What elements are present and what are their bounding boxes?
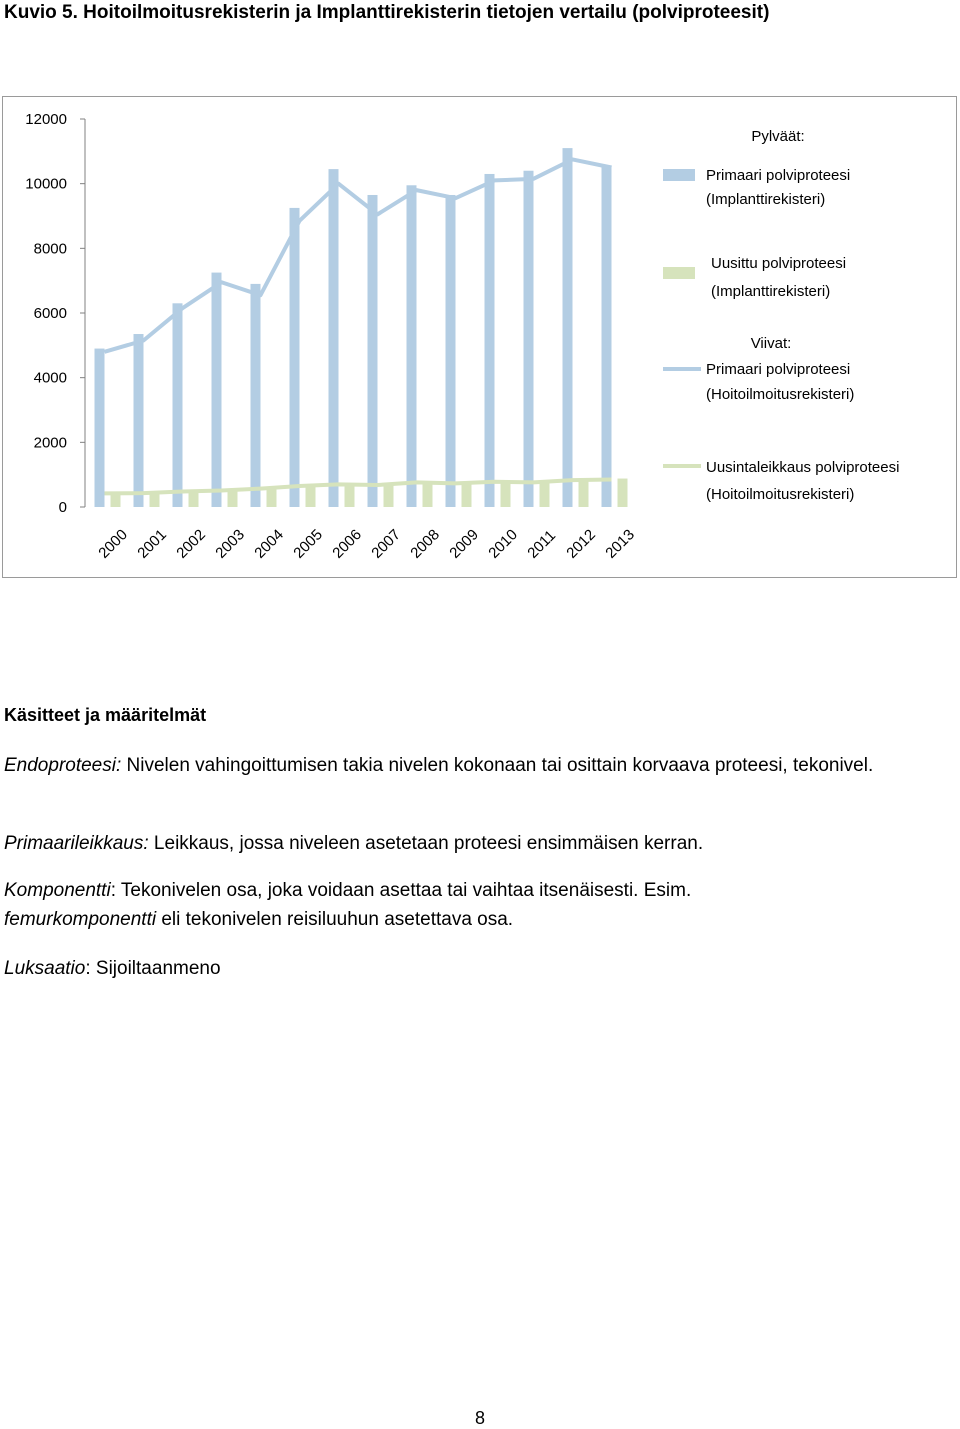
bar-revision-implant — [384, 484, 394, 507]
definition-primaarileikkaus — [4, 829, 944, 858]
legend-swatch-primary-implant — [663, 169, 695, 181]
bar-primary-implant — [251, 284, 261, 507]
y-tick-label: 12000 — [25, 111, 67, 128]
x-tick-label: 2004 — [251, 526, 287, 562]
legend-label-revision-implant-2: (Implanttirekisteri) — [711, 283, 831, 300]
text-komponentti: : Tekonivelen osa, joka voidaan asettaa tai vaihtaa itsenäisesti. Esim. — [110, 880, 692, 901]
bar-primary-implant — [212, 273, 222, 507]
definition-luksaatio — [4, 954, 944, 983]
x-tick-label: 2006 — [329, 526, 365, 562]
bar-primary-implant — [173, 303, 183, 507]
chart-svg — [3, 97, 958, 579]
x-tick-label: 2011 — [524, 526, 560, 562]
bar-revision-implant — [618, 479, 628, 507]
figure-title: Kuvio 5. Hoitoilmoitusrekisterin ja Implanttirekisterin tietojen vertailu (polviproteesit) — [4, 2, 770, 23]
legend-label-primary-hilmo-1: Primaari polviproteesi — [706, 361, 851, 378]
bar-revision-implant — [579, 479, 589, 507]
legend-label-primary-implant-1: Primaari polviproteesi — [706, 167, 851, 184]
y-tick-label: 0 — [58, 499, 67, 516]
bar-revision-implant — [306, 485, 316, 507]
x-tick-label: 2009 — [446, 526, 482, 562]
term-primaarileikkaus: Primaarileikkaus: — [4, 833, 149, 854]
chart-container — [2, 96, 957, 578]
page-number: 8 — [474, 1408, 485, 1428]
x-tick-label: 2010 — [485, 526, 521, 562]
x-tick-label: 2003 — [212, 526, 248, 562]
bar-primary-implant — [368, 195, 378, 507]
bar-primary-implant — [485, 174, 495, 507]
section-title: Käsitteet ja määritelmät — [4, 705, 207, 725]
legend-label-revision-hilmo-2: (Hoitoilmoitusrekisteri) — [706, 486, 855, 503]
definition-endoproteesi — [4, 751, 944, 780]
bar-primary-implant — [563, 148, 573, 507]
x-tick-label: 2013 — [602, 526, 638, 562]
bar-revision-implant — [345, 484, 355, 507]
text-endoproteesi: Nivelen vahingoittumisen takia nivelen kokonaan tai osittain korvaava proteesi, tekonivel. — [121, 755, 874, 776]
text-primaarileikkaus: Leikkaus, jossa niveleen asetetaan proteesi ensimmäisen kerran. — [148, 833, 704, 854]
x-tick-label: 2007 — [368, 526, 404, 562]
bar-revision-implant — [501, 482, 511, 507]
bar-primary-implant — [602, 166, 612, 507]
term-endoproteesi: Endoproteesi: — [4, 755, 122, 776]
y-tick-label: 6000 — [33, 305, 67, 322]
legend-lines-heading: Viivat: — [750, 335, 792, 352]
bar-primary-implant — [95, 349, 105, 507]
bar-revision-implant — [423, 482, 433, 507]
bar-primary-implant — [290, 208, 300, 507]
bar-revision-implant — [540, 481, 550, 507]
x-tick-label: 2002 — [173, 526, 209, 562]
bar-primary-implant — [329, 169, 339, 507]
y-tick-label: 8000 — [33, 240, 67, 258]
x-tick-label: 2001 — [134, 526, 170, 562]
term-luksaatio: Luksaatio — [4, 958, 86, 979]
definition-komponentti — [4, 876, 944, 934]
text-luksaatio: : Sijoiltaanmeno — [85, 958, 221, 979]
bar-primary-implant — [446, 195, 456, 507]
y-tick-label: 4000 — [33, 369, 67, 387]
legend-label-primary-implant-2: (Implanttirekisteri) — [706, 191, 826, 208]
x-tick-label: 2000 — [95, 526, 131, 562]
x-tick-label: 2005 — [290, 526, 326, 562]
legend-label-primary-hilmo-2: (Hoitoilmoitusrekisteri) — [706, 386, 855, 403]
bar-revision-implant — [462, 483, 472, 507]
legend-label-revision-implant-1: Uusittu polviproteesi — [711, 255, 847, 272]
term-komponentti: Komponentti — [4, 880, 111, 901]
legend-swatch-revision-implant — [663, 267, 695, 279]
y-tick-label: 10000 — [25, 175, 67, 193]
y-tick-label: 2000 — [33, 434, 67, 452]
legend-label-revision-hilmo-1: Uusintaleikkaus polviproteesi — [706, 459, 900, 476]
bar-primary-implant — [134, 334, 144, 507]
text-femurkomponentti: eli tekonivelen reisiluuhun asetettava osa. — [156, 909, 514, 930]
x-tick-label: 2012 — [563, 526, 599, 562]
term-femurkomponentti: femurkomponentti — [4, 909, 157, 930]
x-tick-label: 2008 — [407, 526, 443, 562]
bar-primary-implant — [407, 185, 417, 507]
bar-primary-implant — [524, 171, 534, 507]
legend-bars-heading: Pylväät: — [751, 128, 805, 145]
bar-revision-implant — [267, 488, 277, 507]
